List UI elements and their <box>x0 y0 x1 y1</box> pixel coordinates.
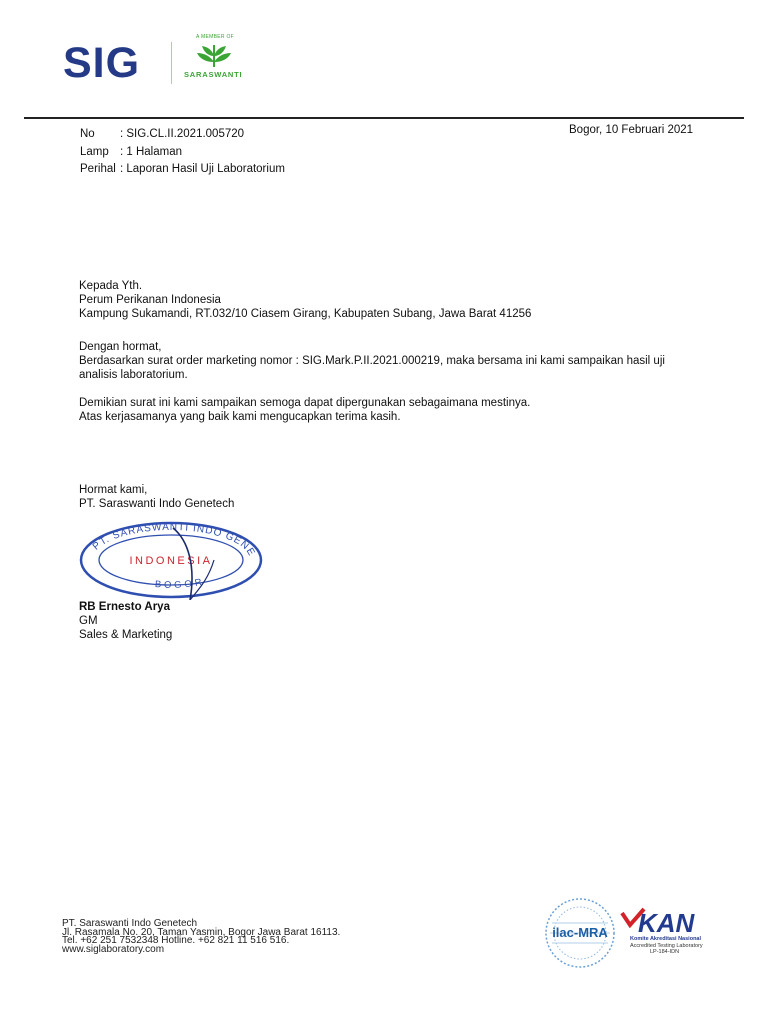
closing-line: Demikian surat ini kami sampaikan semoga dapat dipergunakan sebagaimana mestinya. <box>79 397 531 409</box>
ref-perihal-label: Perihal <box>80 163 116 175</box>
header-rule <box>24 117 744 119</box>
saraswanti-name: SARASWANTI <box>184 70 243 79</box>
footer-line: Tel. +62 251 7532348 Hotline. +62 821 11 516 516. <box>62 935 290 946</box>
saraswanti-leaf-icon <box>196 42 232 71</box>
footer-line: PT. Saraswanti Indo Genetech <box>62 918 198 929</box>
footer-address <box>62 920 340 954</box>
regards-line: PT. Saraswanti Indo Genetech <box>79 498 235 510</box>
company-stamp <box>78 520 264 603</box>
kan-text: KAN <box>638 908 695 938</box>
kan-sub-3: LP-184-IDN <box>650 949 680 955</box>
ilac-text: ilac-MRA <box>552 925 608 940</box>
kan-logo <box>620 905 724 960</box>
letter-date: Bogor, 10 Februari 2021 <box>569 124 694 136</box>
footer-line: Jl. Rasamala No. 20, Taman Yasmin, Bogor Jawa Barat 16113. <box>62 926 341 938</box>
member-of-text: A MEMBER OF <box>196 34 235 40</box>
stamp-bottom-text: BOGOR <box>154 576 206 591</box>
footer-line: www.siglaboratory.com <box>62 943 165 955</box>
body-line: Berdasarkan surat order marketing nomor : SIG.Mark.P.II.2021.000219, maka bersama ini kami sampaikan hasil uji <box>79 355 665 367</box>
ref-no-label: No <box>80 128 95 140</box>
closing-line: Atas kerjasamanya yang baik kami mengucapkan terima kasih. <box>79 411 401 423</box>
ref-no-value: : SIG.CL.II.2021.005720 <box>120 128 245 140</box>
body-line: analisis laboratorium. <box>79 369 188 381</box>
signatory-department: Sales & Marketing <box>79 629 173 641</box>
stamp-top-text: PT. SARASWANTI INDO GENE <box>90 521 258 559</box>
body-line: Dengan hormat, <box>79 341 162 353</box>
recipient-line: Kampung Sukamandi, RT.032/10 Ciasem Girang, Kabupaten Subang, Jawa Barat 41256 <box>79 308 532 320</box>
logo-divider <box>171 42 172 84</box>
regards-line: Hormat kami, <box>79 484 148 496</box>
ref-lamp-value: : 1 Halaman <box>120 146 183 158</box>
svg-text:PT. SARASWANTI INDO GENETECH <box>78 520 257 558</box>
recipient-line: Perum Perikanan Indonesia <box>79 294 221 306</box>
signatory-name: RB Ernesto Arya <box>79 601 170 613</box>
sig-logo <box>63 41 153 84</box>
stamp-center-text: INDONESIA <box>129 555 213 567</box>
recipient-line: Kepada Yth. <box>79 280 143 292</box>
kan-sub-1: Komite Akreditasi Nasional <box>630 936 702 942</box>
sig-logo-text: SIG <box>63 41 141 81</box>
ref-lamp-label: Lamp <box>80 146 109 158</box>
ilac-mra-logo <box>542 895 618 974</box>
signatory-position: GM <box>79 615 98 627</box>
kan-sub-2: Accredited Testing Laboratory <box>630 943 703 949</box>
svg-text:BOGOR <box>155 576 206 590</box>
ref-perihal-value: : Laporan Hasil Uji Laboratorium <box>120 163 285 175</box>
